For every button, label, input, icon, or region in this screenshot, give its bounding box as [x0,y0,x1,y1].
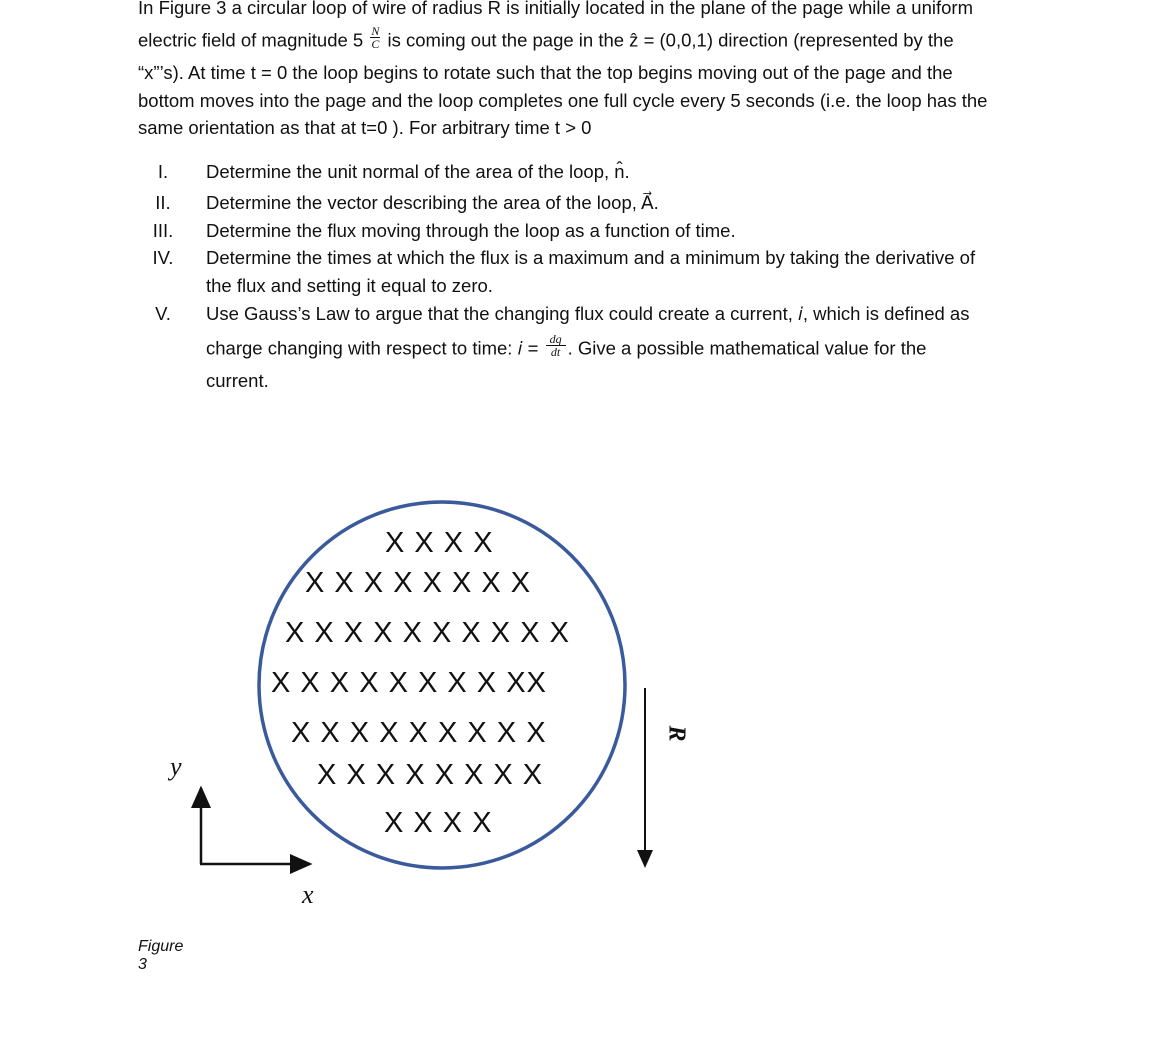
intro-line-5: same orientation as that at t=0 ). For arbitrary time t > 0 [138,117,592,138]
question-text-cont: charge changing with respect to time: 𝑖 = $\frac{dq}{dt}$ . Give a possible mathematical value for the [206,332,927,359]
field-row: X X X X X X X X [305,567,532,599]
question-text: Determine the unit normal of the area of the loop, n̂. [206,161,630,182]
radius-label: R [663,725,690,742]
question-number: III. [152,220,174,241]
x-axis-label: x [302,880,314,909]
question-text-cont: the flux and setting it equal to zero. [206,275,493,296]
question-text: Use Gauss’s Law to argue that the changing flux could create a current, 𝑖, which is defined as [206,303,970,324]
figure-caption: Figure 3 [138,938,184,973]
field-row: X X X X [385,527,494,559]
y-axis-label: y [170,752,182,781]
question-number: V. [155,303,171,324]
intro-line-1: In Figure 3 a circular loop of wire of radius R is initially located in the plane of the page while a uniform [138,0,973,18]
question-number: I. [157,161,169,182]
current-fraction: $\frac{dq}{dt}$ [546,333,566,358]
question-text-cont: current. [206,370,269,391]
field-row: X X X X X X X X XX [271,667,547,699]
intro-line-4: bottom moves into the page and the loop completes one full cycle every 5 seconds (i.e. the loop has the [138,90,988,111]
question-number: II. [155,192,171,213]
field-row: X X X X X X X X X [291,717,547,749]
field-row: X X X X X X X X X X [285,617,570,649]
field-row: X X X X X X X X [317,759,544,791]
units-fraction: $\frac{N}{C}$ [371,24,380,51]
intro-line-2: electric field of magnitude 5 $\frac{N}{C}$ is coming out the page in the ẑ = (0,0,1) direction (represented by the [138,24,954,51]
intro-line-3: “x”’s). At time t = 0 the loop begins to rotate such that the top begins moving out of the page and the [138,62,953,83]
field-row: X X X X [384,807,493,839]
question-text: Determine the vector describing the area of the loop, A⃗. [206,192,659,213]
question-text: Determine the flux moving through the loop as a function of time. [206,220,736,241]
question-number: IV. [152,247,174,268]
question-text: Determine the times at which the flux is a maximum and a minimum by taking the derivative of [206,247,976,268]
